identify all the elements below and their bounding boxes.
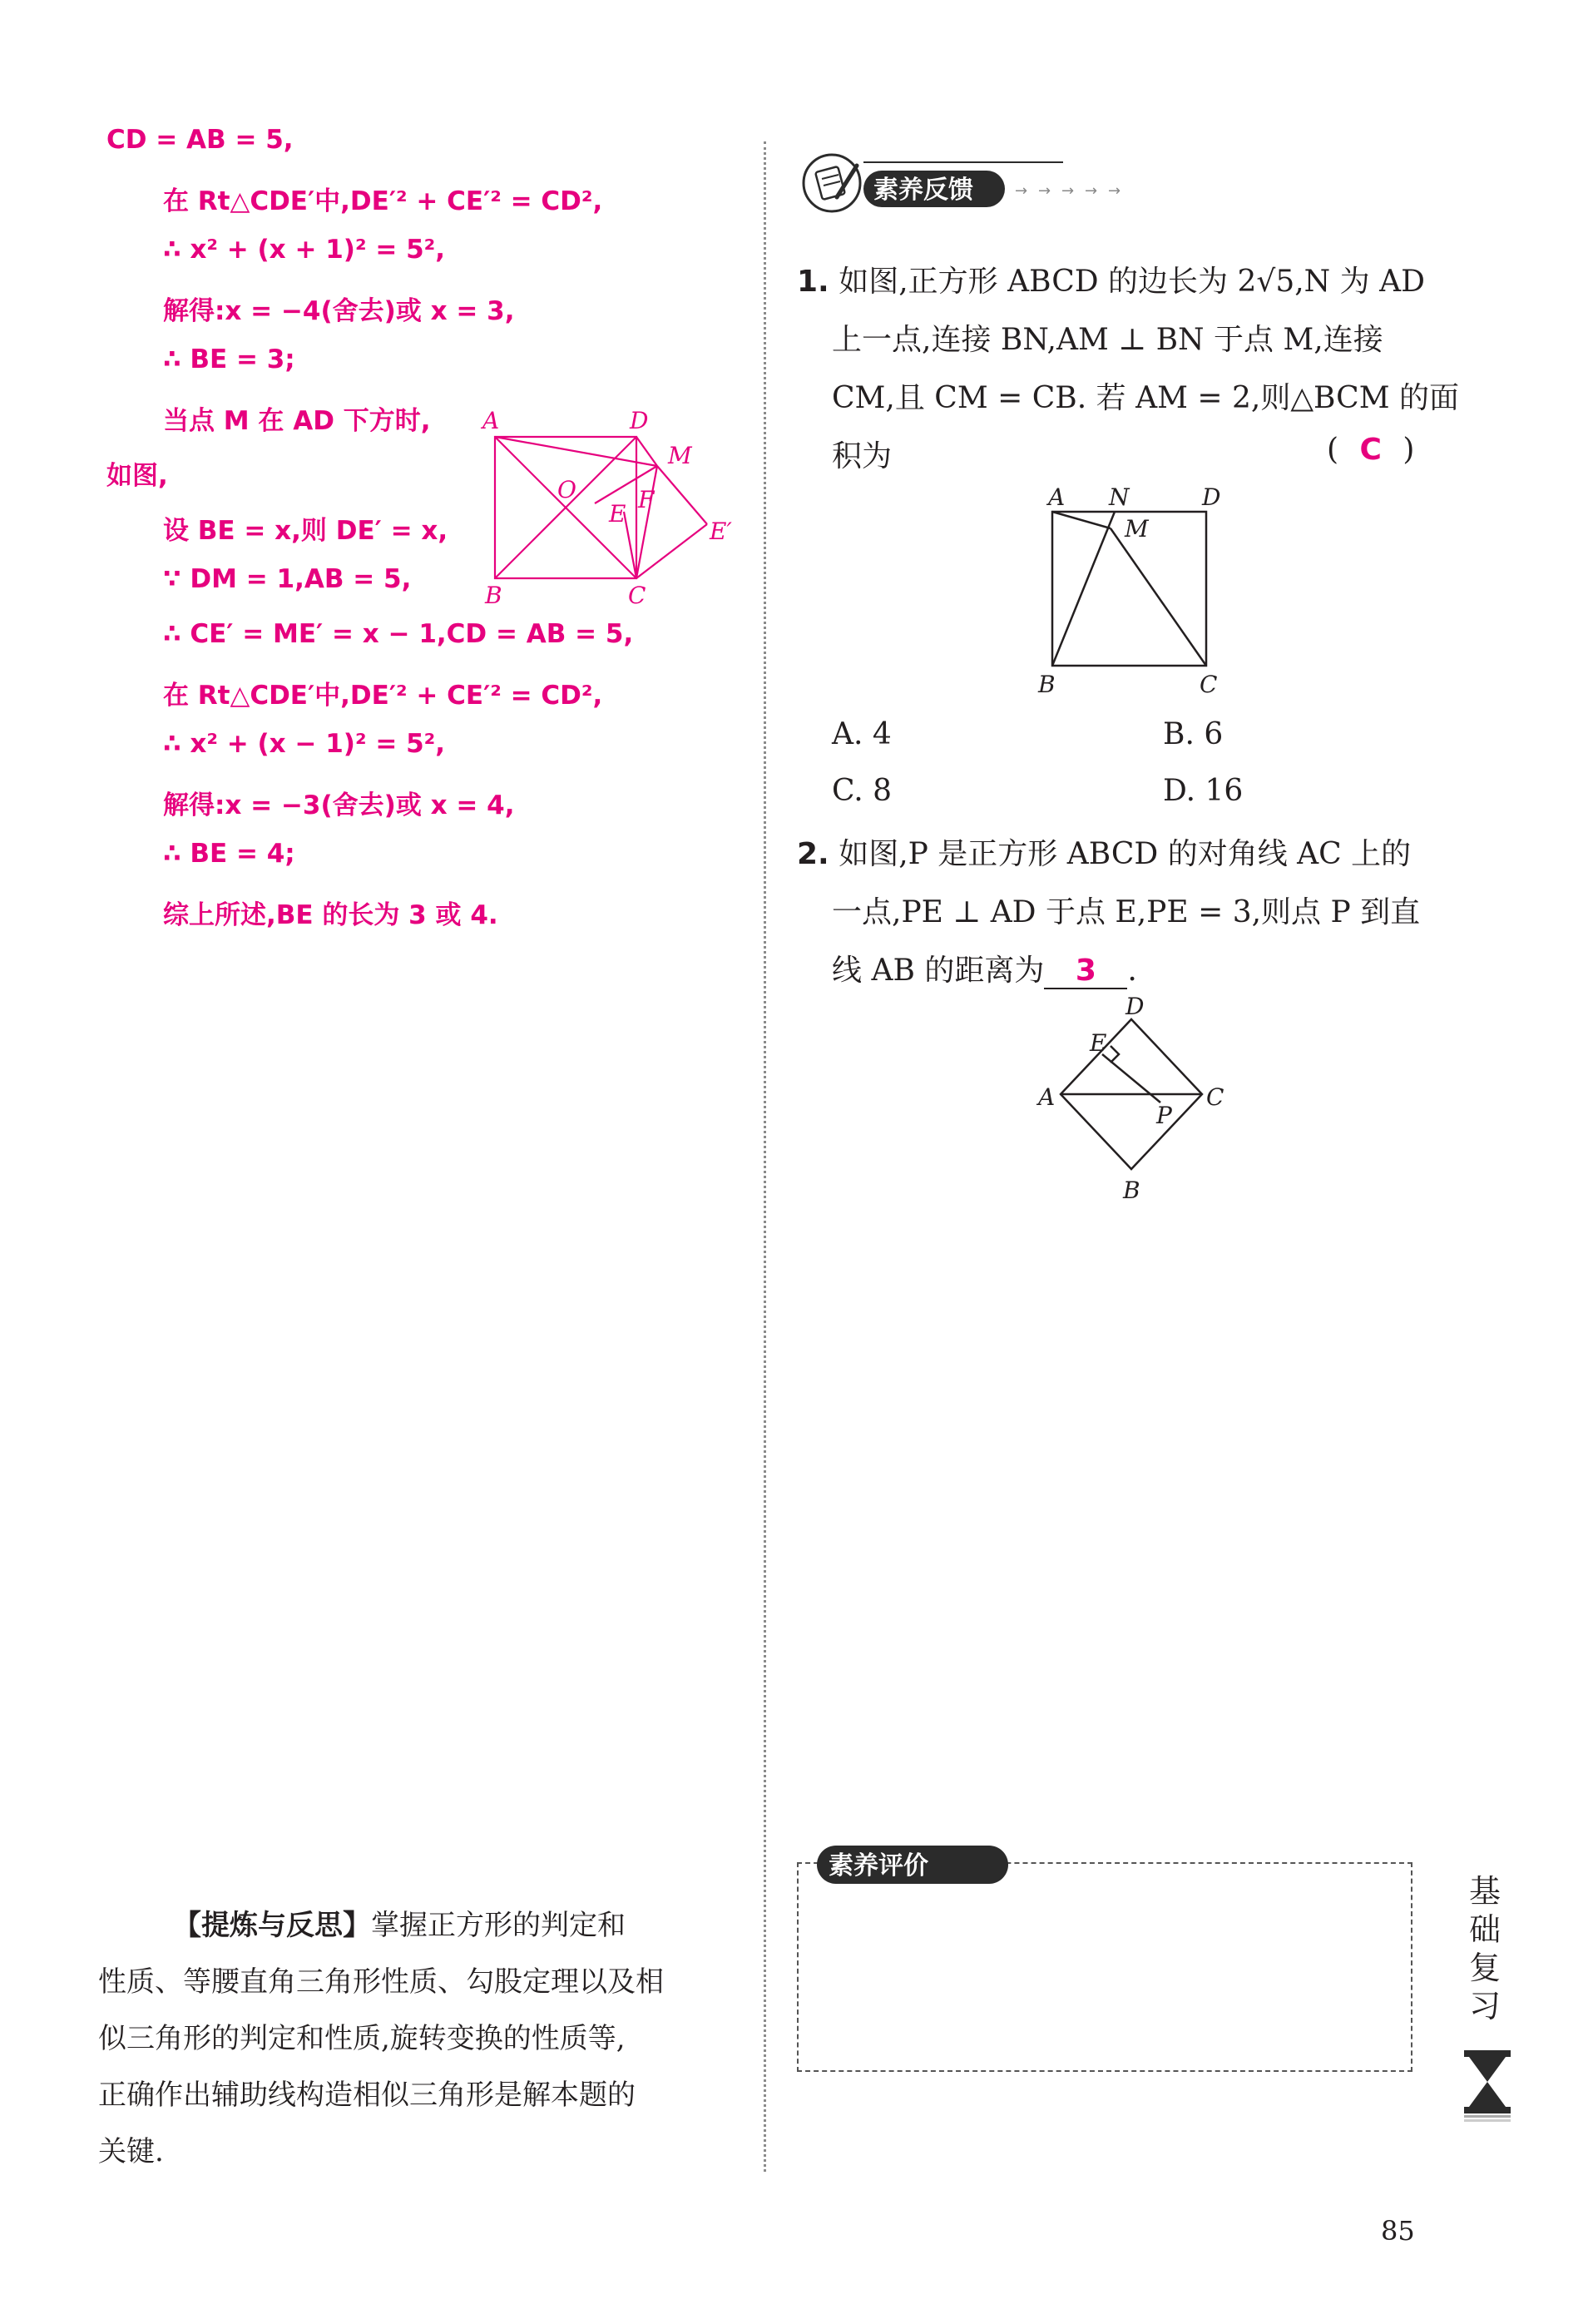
solution-line: CD = AB = 5, xyxy=(106,125,294,155)
fig-label: B xyxy=(485,582,502,609)
fig-label: C xyxy=(1206,1083,1224,1111)
solution-line: ∴ BE = 3; xyxy=(163,344,295,374)
solution-line: ∴ BE = 4; xyxy=(163,839,295,869)
solution-line: 在 Rt△CDE′中,DE′² + CE′² = CD², xyxy=(163,681,603,711)
q1-line xyxy=(797,258,1425,300)
fig-label: E xyxy=(1090,1029,1107,1057)
eval-badge-text: 素养评价 xyxy=(829,1851,928,1881)
solution-line: 设 BE = x,则 DE′ = x, xyxy=(163,516,448,546)
solution-figure xyxy=(478,408,753,624)
solution-line: 解得:x = −3(舍去)或 x = 4, xyxy=(163,790,515,820)
q1-line: 上一点,连接 BN,AM ⊥ BN 于点 M,连接 xyxy=(832,323,1383,357)
reflection-line: 掌握正方形的判定和 xyxy=(371,1909,626,1942)
fig-label: D xyxy=(1125,994,1145,1020)
fig-label: P xyxy=(1156,1102,1172,1129)
q2-figure xyxy=(1031,994,1248,1219)
solution-line: 综上所述,BE 的长为 3 或 4. xyxy=(163,900,498,930)
feedback-badge-text: 素养反馈 xyxy=(873,176,973,205)
q1-figure xyxy=(1031,483,1248,699)
q2-line: 线 AB 的距离为 3 . xyxy=(832,954,1137,988)
feedback-header xyxy=(797,146,1180,221)
fig-label: C xyxy=(1200,671,1218,698)
fig-label: F xyxy=(638,486,655,513)
q1-option: D. 16 xyxy=(1163,774,1244,808)
solution-line: ∵ DM = 1,AB = 5, xyxy=(163,564,412,594)
q2-text: 如图,P 是正方形 ABCD 的对角线 AC 上的 xyxy=(839,837,1412,871)
fig-label: E xyxy=(609,500,626,528)
q1-answer-paren: ( C ) xyxy=(1327,433,1415,467)
q1-line: CM,且 CM = CB. 若 AM = 2,则△BCM 的面 xyxy=(832,381,1459,415)
hourglass-icon xyxy=(1462,2049,1512,2123)
fig-label: A xyxy=(482,408,500,434)
reflection-line: 似三角形的判定和性质,旋转变换的性质等, xyxy=(98,2022,626,2055)
pencil-note-icon xyxy=(804,155,860,211)
solution-line: ∴ x² + (x − 1)² = 5², xyxy=(163,729,446,759)
solution-line: 解得:x = −4(舍去)或 x = 3, xyxy=(163,296,515,326)
svg-text:→: → xyxy=(1061,182,1075,200)
fig-label: M xyxy=(1125,515,1149,543)
solution-line: 在 Rt△CDE′中,DE′² + CE′² = CD², xyxy=(163,186,603,216)
svg-text:→: → xyxy=(1038,182,1051,200)
solution-line: 当点 M 在 AD 下方时, xyxy=(163,406,431,436)
q2-number: 2. xyxy=(797,837,829,871)
q1-number: 1. xyxy=(797,265,829,299)
fig-label: B xyxy=(1123,1177,1140,1204)
page-number: 85 xyxy=(1381,2215,1415,2247)
q2-line xyxy=(797,830,1411,873)
arrow-trail-icon xyxy=(1015,182,1121,200)
q1-option: C. 8 xyxy=(832,774,893,808)
svg-text:→: → xyxy=(1015,182,1028,200)
column-divider xyxy=(764,141,766,2172)
evaluation-box[interactable] xyxy=(797,1862,1412,2072)
fig-label: D xyxy=(1202,483,1221,511)
fig-label: D xyxy=(630,408,649,434)
fig-label: M xyxy=(668,442,692,469)
q1-option: B. 6 xyxy=(1163,717,1224,751)
svg-text:→: → xyxy=(1085,182,1098,200)
q1-answer: C xyxy=(1359,433,1382,467)
q1-line: 积为 xyxy=(832,439,893,473)
section-side-tab: 基 础 复 习 xyxy=(1468,1873,1501,2024)
fig-label: O xyxy=(557,476,576,503)
evaluation-header xyxy=(817,1839,1017,1889)
fig-label: A xyxy=(1038,1083,1056,1111)
q1-option: A. 4 xyxy=(832,717,892,751)
q2-line: 一点,PE ⊥ AD 于点 E,PE = 3,则点 P 到直 xyxy=(832,895,1421,929)
fig-label: B xyxy=(1038,671,1056,698)
fig-label: C xyxy=(628,582,646,609)
reflection-line: 性质、等腰直角三角形性质、勾股定理以及相 xyxy=(98,1965,664,1999)
q2-answer: 3 xyxy=(1075,954,1096,988)
reflection-line: 正确作出辅助线构造相似三角形是解本题的 xyxy=(98,2079,636,2112)
svg-text:→: → xyxy=(1108,182,1121,200)
reflection-heading: 【提炼与反思】 xyxy=(173,1909,371,1942)
q2-answer-blank xyxy=(1044,954,1127,989)
fig-label: N xyxy=(1109,483,1130,511)
fig-label: E′ xyxy=(710,518,732,545)
fig-label: A xyxy=(1048,483,1066,511)
q1-text: 如图,正方形 ABCD 的边长为 2√5,N 为 AD xyxy=(839,265,1425,299)
reflection-line: 关键. xyxy=(98,2135,164,2168)
solution-line: 如图, xyxy=(106,461,168,491)
solution-line: ∴ x² + (x + 1)² = 5², xyxy=(163,235,446,265)
solution-line: ∴ CE′ = ME′ = x − 1,CD = AB = 5, xyxy=(163,619,634,649)
